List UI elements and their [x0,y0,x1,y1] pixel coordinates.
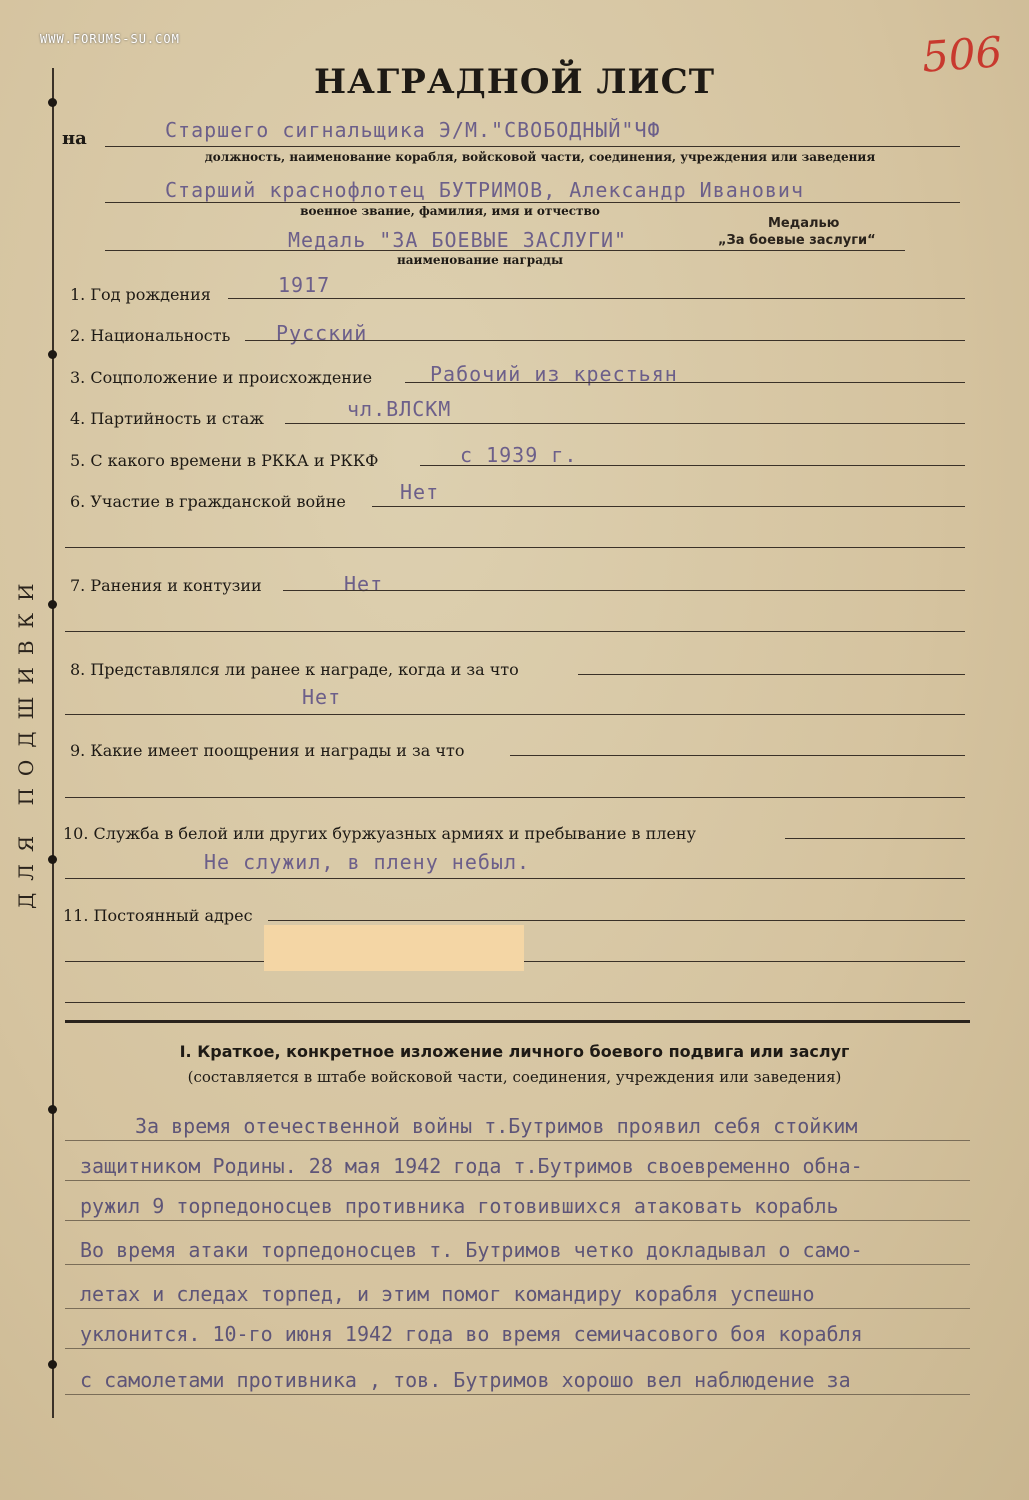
narrative-rule [65,1394,970,1395]
field-1-value: 1917 [278,273,331,297]
narrative-rule [65,1220,970,1221]
field-10-value: Не служил, в плену небыл. [204,850,531,874]
field-2-value: Русский [276,321,368,345]
watermark-text: WWW.FORUMS-SU.COM [40,32,180,46]
document-number: 506 [920,27,1004,82]
position-caption: должность, наименование корабля, войсковой части, соединения, учреждения или заведения [204,150,876,164]
narrative-rule [65,1264,970,1265]
narrative-line: За время отечественной войны т.Бутримов проявил себя стойким [135,1114,858,1138]
address-redaction [264,925,524,971]
field-6-label: 6. Участие в гражданской войне [70,492,346,511]
binding-margin-label: ДЛЯ ПОДШИВКИ [14,571,38,909]
field-10-extra-line [65,878,965,879]
narrative-line: уклонится. 10-го июня 1942 года во время семичасового боя корабля [80,1322,863,1346]
field-9-extra-line [65,797,965,798]
name-caption: военное звание, фамилия, имя и отчество [300,204,600,218]
field-11-extra-line-2 [65,1002,965,1003]
na-label: на [62,128,87,149]
narrative-line: с самолетами противника , тов. Бутримов хорошо вел наблюдение за [80,1368,851,1392]
field-4-value: чл.ВЛСКМ [347,397,452,421]
field-7-value: Нет [344,572,384,596]
award-stamp-line2: „За боевые заслуги“ [718,233,876,248]
award-stamp-line1: Медалью [768,216,840,231]
field-4-label: 4. Партийность и стаж [70,409,264,428]
field-6-underline [372,506,965,507]
field-6-value: Нет [400,480,440,504]
document-title: НАГРАДНОЙ ЛИСТ [313,62,716,102]
narrative-rule [65,1308,970,1309]
narrative-rule [65,1180,970,1181]
field-4-underline [285,423,965,424]
field-7-label: 7. Ранения и контузии [70,576,262,595]
field-6-extra-line [65,547,965,548]
award-underline [105,250,905,251]
name-value: Старший краснофлотец БУТРИМОВ, Александр Иванович [165,178,805,202]
award-value: Медаль "ЗА БОЕВЫЕ ЗАСЛУГИ" [288,228,628,252]
position-value: Старшего сигнальщика Э/М."СВОБОДНЫЙ"ЧФ [165,118,661,142]
field-10-underline [785,838,965,839]
binding-hole [48,98,57,107]
field-3-underline [405,382,965,383]
binding-hole [48,855,57,864]
binding-hole [48,350,57,359]
field-10-label: 10. Служба в белой или других буржуазных армиях и пребывание в плену [63,824,696,843]
binding-hole [48,1105,57,1114]
field-5-label: 5. С какого времени в РККА и РККФ [70,451,379,470]
narrative-line: летах и следах торпед, и этим помог командиру корабля успешно [80,1282,815,1306]
award-caption: наименование награды [396,253,564,267]
narrative-rule [65,1348,970,1349]
field-8-label: 8. Представлялся ли ранее к награде, когда и за что [70,660,519,679]
binding-margin-line [52,68,54,1418]
binding-hole [48,600,57,609]
field-9-underline [510,755,965,756]
field-11-label: 11. Постоянный адрес [63,906,253,925]
field-3-label: 3. Соцположение и происхождение [70,368,373,387]
field-8-underline [578,674,965,675]
field-11-underline [268,920,965,921]
field-8-extra-line [65,714,965,715]
field-2-label: 2. Национальность [70,326,231,345]
section-subtitle: (составляется в штабе войсковой части, соединения, учреждения или заведения) [187,1068,842,1086]
field-1-underline [228,298,965,299]
field-3-value: Рабочий из крестьян [430,362,678,386]
field-9-label: 9. Какие имеет поощрения и награды и за что [70,741,465,760]
narrative-line: ружил 9 торпедоносцев противника готовившихся атаковать корабль [80,1194,839,1218]
field-2-underline [245,340,965,341]
field-7-extra-line [65,631,965,632]
section-title: I. Краткое, конкретное изложение личного боевого подвига или заслуг [179,1042,850,1061]
field-5-underline [420,465,965,466]
narrative-rule [65,1140,970,1141]
position-underline [105,146,960,147]
field-5-value: с 1939 г. [460,443,578,467]
field-8-value: Нет [302,685,342,709]
field-1-label: 1. Год рождения [70,285,211,304]
narrative-line: защитником Родины. 28 мая 1942 года т.Бутримов своевременно обна- [80,1154,863,1178]
field-7-underline [283,590,965,591]
binding-hole [48,1360,57,1369]
name-underline [105,202,960,203]
section-divider [65,1020,970,1023]
narrative-line: Во время атаки торпедоносцев т. Бутримов четко докладывал о само- [80,1238,863,1262]
